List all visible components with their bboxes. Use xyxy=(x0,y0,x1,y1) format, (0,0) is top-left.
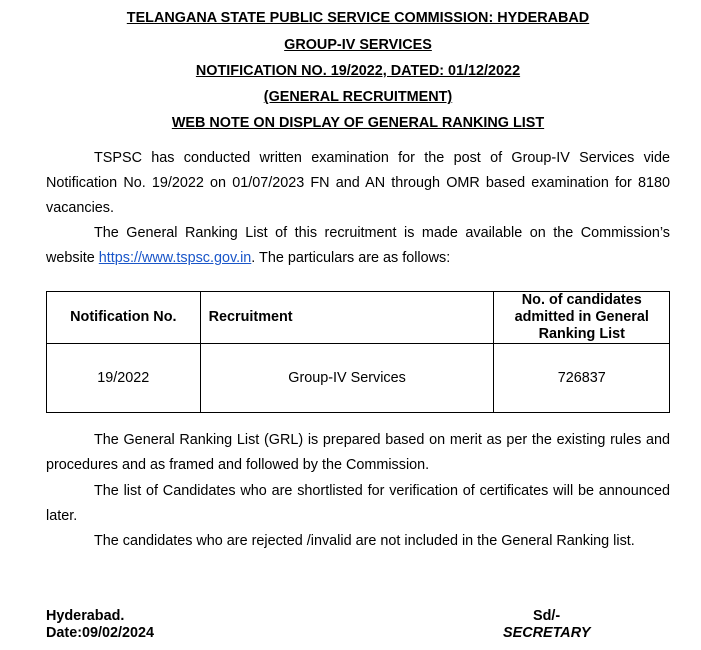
footer-designation: SECRETARY xyxy=(503,625,591,641)
header-notification-no: Notification No. xyxy=(47,292,201,344)
table-row xyxy=(47,344,670,413)
ranking-table xyxy=(46,291,670,413)
header-recruitment: Recruitment xyxy=(200,292,494,344)
heading-recruitment-type: (GENERAL RECRUITMENT) xyxy=(263,89,453,105)
table-header-row xyxy=(47,292,670,344)
cell-candidates: 726837 xyxy=(494,344,670,413)
header-candidates: No. of candidates admitted in General Ranking List xyxy=(494,292,670,344)
heading-notification: NOTIFICATION NO. 19/2022, DATED: 01/12/2022 xyxy=(195,63,521,79)
footer-signed: Sd/- xyxy=(533,608,561,624)
heading-services: GROUP-IV SERVICES xyxy=(284,37,432,53)
heading-commission: TELANGANA STATE PUBLIC SERVICE COMMISSION: HYDERABAD xyxy=(126,10,590,26)
heading-web-note: WEB NOTE ON DISPLAY OF GENERAL RANKING LIST xyxy=(171,115,545,131)
paragraph-grl-basis: The General Ranking List (GRL) is prepared based on merit as per the existing rules and procedures and as framed and followed by the Commission. xyxy=(46,432,670,473)
paragraph-availability-tail: . The particulars are as follows: xyxy=(251,250,451,266)
paragraph-rejected: The candidates who are rejected /invalid are not included in the General Ranking list. xyxy=(94,533,635,549)
paragraph-shortlist: The list of Candidates who are shortlisted for verification of certificates will be announced later. xyxy=(46,483,670,524)
footer-place: Hyderabad. xyxy=(46,608,125,624)
paragraph-availability-text: The General Ranking List of this recruitment is made available on the Commission’s website xyxy=(46,225,670,266)
cell-notification-no: 19/2022 xyxy=(47,344,201,413)
website-link[interactable]: https://www.tspsc.gov.in xyxy=(98,250,252,266)
paragraph-availability xyxy=(46,221,670,271)
paragraph-examination: TSPSC has conducted written examination for the post of Group-IV Services vide Notification No. 19/2022 on 01/07/2023 FN and AN through OMR based examination for 8180 vacancies. xyxy=(46,150,670,216)
cell-recruitment: Group-IV Services xyxy=(200,344,494,413)
footer-date: Date:09/02/2024 xyxy=(46,625,155,641)
